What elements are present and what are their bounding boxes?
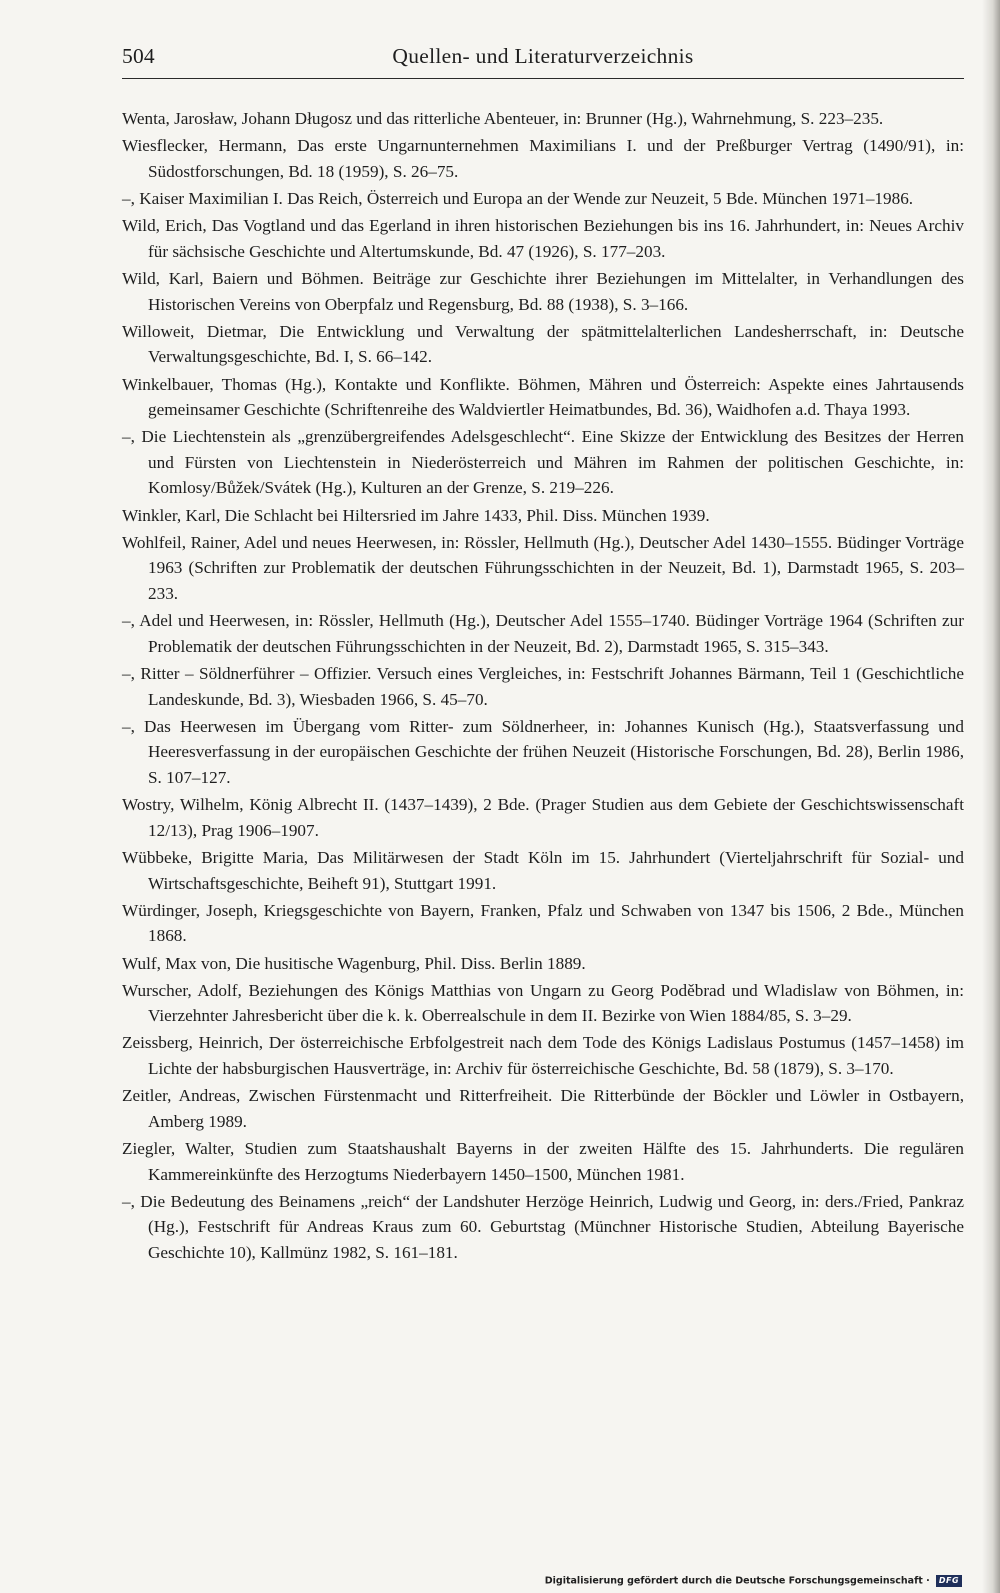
bibliography-entry: –, Adel und Heerwesen, in: Rössler, Hellmuth (Hg.), Deutscher Adel 1555–1740. Büdinger Vorträge 1964 (Schriften zur Problematik der deutschen Führungsschichten in der Neuzeit, Bd. 2), Darmstadt 1965, S. 315–343. <box>122 611 964 656</box>
bibliography-entry: Winkler, Karl, Die Schlacht bei Hiltersried im Jahre 1433, Phil. Diss. München 1939. <box>122 505 710 525</box>
page-number: 504 <box>122 44 155 68</box>
digitization-notice-text: Digitalisierung gefördert durch die Deutsche Forschungsgemeinschaft · <box>544 1575 930 1587</box>
bibliography-entry: Wild, Erich, Das Vogtland und das Egerland in ihren historischen Beziehungen bis ins 16. Jahrhundert, in: Neues Archiv für sächsische Geschichte und Altertumskunde, Bd. 47 (1926), S. 177–203. <box>122 216 964 261</box>
dfg-logo: DFG <box>936 1575 962 1587</box>
bibliography-entry: Wübbeke, Brigitte Maria, Das Militärwesen der Stadt Köln im 15. Jahrhundert (Vierteljahrschrift für Sozial- und Wirtschaftsgeschichte, Beiheft 91), Stuttgart 1991. <box>122 847 964 893</box>
bibliography-entry: Zeitler, Andreas, Zwischen Fürstenmacht und Ritterfreiheit. Die Ritterbünde der Böckler und Löwler in Ostbayern, Amberg 1989. <box>122 1086 964 1131</box>
bibliography-entry: Wurscher, Adolf, Beziehungen des Königs Matthias von Ungarn zu Georg Poděbrad und Wladislaw von Böhmen, in: Vierzehnter Jahresbericht über die k. k. Oberrealschule in dem II. Bezirke von Wien 1884/85, S. 3–29. <box>122 980 964 1026</box>
bibliography-entry: Wostry, Wilhelm, König Albrecht II. (1437–1439), 2 Bde. (Prager Studien aus dem Gebiete der Geschichtswissenschaft 12/13), Prag 1906–1907. <box>122 795 964 840</box>
bibliography-list <box>122 106 964 1267</box>
running-head: Quellen- und Literaturverzeichnis <box>392 44 694 68</box>
bibliography-entry: –, Ritter – Söldnerführer – Offizier. Versuch eines Vergleiches, in: Festschrift Johannes Bärmann, Teil 1 (Geschichtliche Landeskunde, Bd. 3), Wiesbaden 1966, S. 45–70. <box>122 664 964 709</box>
bibliography-entry: –, Das Heerwesen im Übergang vom Ritter- zum Söldnerheer, in: Johannes Kunisch (Hg.), Staatsverfassung und Heeresverfassung in der europäischen Geschichte der frühen Neuzeit (Historische Forschungen, Bd. 28), Berlin 1986, S. 107–127. <box>122 716 964 787</box>
bibliography-entry: Ziegler, Walter, Studien zum Staatshaushalt Bayerns in der zweiten Hälfte des 15. Jahrhunderts. Die regulären Kammereinkünfte des Herzogtums Niederbayern 1450–1500, München 1981. <box>122 1139 964 1184</box>
bibliography-entry: Zeissberg, Heinrich, Der österreichische Erbfolgestreit nach dem Tode des Königs Ladislaus Postumus (1457–1458) im Lichte der habsburgischen Hausverträge, in: Archiv für österreichische Geschichte, Bd. 58 (1879), S. 3–170. <box>122 1033 964 1079</box>
page-header <box>122 42 964 79</box>
bibliography-entry: Wohlfeil, Rainer, Adel und neues Heerwesen, in: Rössler, Hellmuth (Hg.), Deutscher Adel 1430–1555. Büdinger Vorträge 1963 (Schriften zur Problematik der deutschen Führungsschichten in der Neuzeit, Bd. 1), Darmstadt 1965, S. 203–233. <box>122 532 964 604</box>
bibliography-entry: –, Kaiser Maximilian I. Das Reich, Österreich und Europa an der Wende zur Neuzeit, 5 Bde. München 1971–1986. <box>122 188 914 208</box>
bibliography-entry: Willoweit, Dietmar, Die Entwicklung und Verwaltung der spätmittelalterlichen Landesherrschaft, in: Deutsche Verwaltungsgeschichte, Bd. I, S. 66–142. <box>122 321 964 367</box>
bibliography-entry: Winkelbauer, Thomas (Hg.), Kontakte und Konflikte. Böhmen, Mähren und Österreich: Aspekte eines Jahrtausends gemeinsamer Geschichte (Schriftenreihe des Waldviertler Heimatbundes, Bd. 36), Waidhofen a.d. Thaya 1993. <box>122 374 964 420</box>
bibliography-entry: –, Die Liechtenstein als „grenzübergreifendes Adelsgeschlecht“. Eine Skizze der Entwicklung des Besitzes der Herren und Fürsten von Liechtenstein in Niederösterreich und Mähren im Rahmen der politischen Geschichte, in: Komlosy/Bůžek/Svátek (Hg.), Kulturen an der Grenze, S. 219–226. <box>122 427 964 498</box>
bibliography-entry: Wulf, Max von, Die husitische Wagenburg, Phil. Diss. Berlin 1889. <box>122 953 586 973</box>
bibliography-entry: Wenta, Jarosław, Johann Długosz und das ritterliche Abenteuer, in: Brunner (Hg.), Wahrnehmung, S. 223–235. <box>122 109 884 128</box>
bibliography-entry: –, Die Bedeutung des Beinamens „reich“ der Landshuter Herzöge Heinrich, Ludwig und Georg, in: ders./Fried, Pankraz (Hg.), Festschrift für Andreas Kraus zum 60. Geburtstag (Münchner Historische Studien, Abteilung Bayerische Geschichte 10), Kallmünz 1982, S. 161–181. <box>122 1191 964 1262</box>
bibliography-entry: Wiesflecker, Hermann, Das erste Ungarnunternehmen Maximilians I. und der Preßburger Vertrag (1490/91), in: Südostforschungen, Bd. 18 (1959), S. 26–75. <box>122 136 964 181</box>
page-edge-shadow <box>982 0 1000 1593</box>
bibliography-entry: Würdinger, Joseph, Kriegsgeschichte von Bayern, Franken, Pfalz und Schwaben von 1347 bis 1506, 2 Bde., München 1868. <box>122 900 964 946</box>
digitization-notice <box>545 1575 962 1587</box>
bibliography-entry: Wild, Karl, Baiern und Böhmen. Beiträge zur Geschichte ihrer Beziehungen im Mittelalter, in Verhandlungen des Historischen Vereins von Oberpfalz und Regensburg, Bd. 88 (1938), S. 3–166. <box>122 268 964 314</box>
